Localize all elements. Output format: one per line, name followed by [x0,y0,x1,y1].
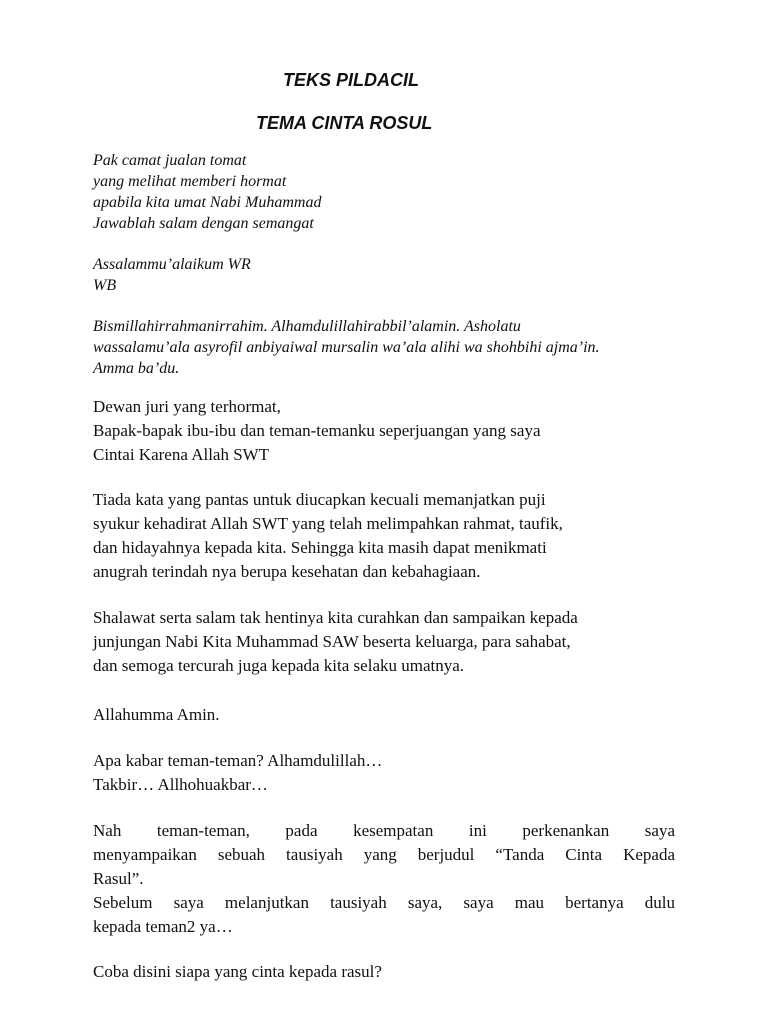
prayer-line: Bismillahirrahmanirrahim. Alhamdulillahirabbil’alamin. Asholatu [93,318,521,335]
paragraph-nah [93,819,675,891]
pantun-line: Jawablah salam dengan semangat [93,215,314,232]
paragraph-line: kepada teman2 ya… [93,917,233,936]
paragraph-tiada [93,488,675,584]
paragraph-line: Shalawat serta salam tak hentinya kita curahkan dan sampaikan kepada [93,608,578,627]
paragraph-amin [93,703,675,727]
pantun-line: Pak camat jualan tomat [93,152,247,169]
salam-greeting [93,254,251,296]
opening-prayer [93,316,683,379]
paragraph-line: junjungan Nabi Kita Muhammad SAW beserta keluarga, para sahabat, [93,632,571,651]
paragraph-line: Rasul”. [93,869,144,888]
document-theme: TEMA CINTA ROSUL [256,113,433,133]
paragraph-line: Apa kabar teman-teman? Alhamdulillah… [93,751,383,770]
paragraph-line: Bapak-bapak ibu-ibu dan teman-temanku seperjuangan yang saya [93,421,541,440]
paragraph-line: Coba disini siapa yang cinta kepada rasul? [93,962,382,981]
paragraph-line: syukur kehadirat Allah SWT yang telah melimpahkan rahmat, taufik, [93,514,563,533]
paragraph-line: Cintai Karena Allah SWT [93,445,270,464]
paragraph-apa-kabar [93,749,675,797]
paragraph-line: menyampaikan sebuah tausiyah yang berjudul “Tanda Cinta Kepada [93,845,675,864]
paragraph-line: Dewan juri yang terhormat, [93,397,281,416]
paragraph-shalawat [93,606,675,678]
paragraph-line: Takbir… Allhohuakbar… [93,775,268,794]
prayer-line: Amma ba’du. [93,360,180,377]
paragraph-sapaan [93,395,675,467]
document-title: TEKS PILDACIL [283,70,420,90]
paragraph-line: Sebelum saya melanjutkan tausiyah saya, saya mau bertanya dulu [93,893,675,912]
paragraph-line: Tiada kata yang pantas untuk diucapkan kecuali memanjatkan puji [93,490,546,509]
paragraph-line: anugrah terindah nya berupa kesehatan dan kebahagiaan. [93,562,481,581]
paragraph-sebelum [93,891,675,939]
pantun-line: apabila kita umat Nabi Muhammad [93,194,322,211]
paragraph-line: dan semoga tercurah juga kepada kita selaku umatnya. [93,656,465,675]
salam-line: WB [93,277,117,294]
pantun-verse [93,150,321,234]
pantun-line: yang melihat memberi hormat [93,173,287,190]
salam-line: Assalammu’alaikum WR [93,256,251,273]
paragraph-line: Allahumma Amin. [93,705,220,724]
prayer-line: wassalamu’ala asyrofil anbiyaiwal mursalin wa’ala alihi wa shohbihi ajma’in. [93,339,600,356]
paragraph-coba [93,960,675,984]
paragraph-line: dan hidayahnya kepada kita. Sehingga kita masih dapat menikmati [93,538,547,557]
paragraph-line: Nah teman-teman, pada kesempatan ini perkenankan saya [93,821,675,840]
